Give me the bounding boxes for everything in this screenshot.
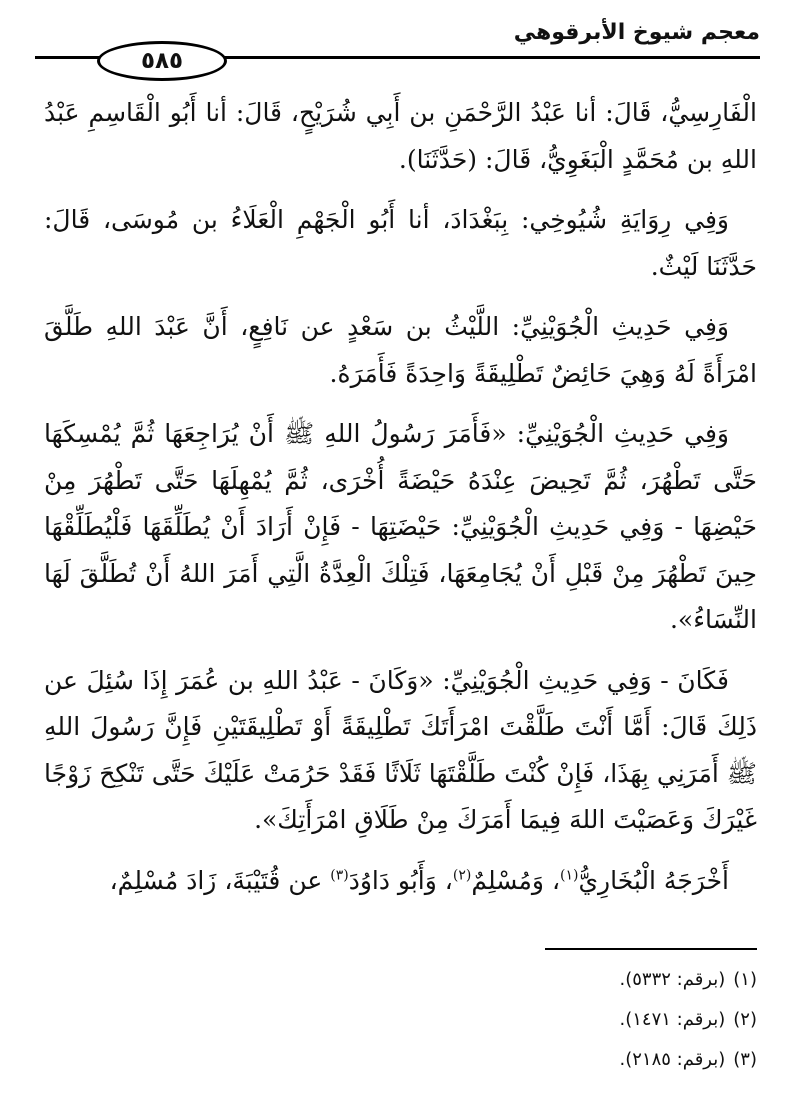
paragraph-6-part-b: ، وَمُسْلِمٌ: [471, 865, 561, 895]
footnote-divider: [545, 948, 757, 950]
paragraph-6-part-a: أَخْرَجَهُ الْبُخَارِيُّ: [578, 865, 729, 895]
paragraph-3: وَفِي حَدِيثِ الْجُوَيْنِيِّ: اللَّيْثُ بن سَعْدٍ عن نَافِعٍ، أَنَّ عَبْدَ اللهِ طَلَّقَ امْرَأَةً لَهُ وَهِيَ حَائِضٌ تَطْلِيقَةً وَاحِدَةً فَأَمَرَهُ.: [44, 312, 757, 388]
footnote-number: (٢): [733, 1009, 757, 1030]
page-header: [35, 18, 760, 84]
paragraph-4: وَفِي حَدِيثِ الْجُوَيْنِيِّ: «فَأَمَرَ رَسُولُ اللهِ ﷺ أَنْ يُرَاجِعَهَا ثُمَّ يُمْسِكَهَا حَتَّى تَطْهُرَ، ثُمَّ تَحِيضَ عِنْدَهُ حَيْضَةً أُخْرَى، ثُمَّ يُمْهِلَهَا حَتَّى تَطْهُرَ مِنْ حَيْضِهَا - وَفِي حَدِيثِ الْجُوَيْنِيِّ: حَيْضَتِهَا - فَإِنْ أَرَادَ أَنْ يُطَلِّقَهَا فَلْيُطَلِّقْهَا حِينَ تَطْهُرَ مِنْ قَبْلِ أَنْ يُجَامِعَهَا، فَتِلْكَ الْعِدَّةُ الَّتِي أَمَرَ اللهُ أَنْ تُطَلَّقَ لَهَا النِّسَاءُ».: [44, 419, 757, 634]
page-number: ٥٨٥: [97, 41, 227, 81]
paragraph-1: الْفَارِسِيُّ، قَالَ: أنا عَبْدُ الرَّحْمَنِ بن أَبِي شُرَيْحٍ، قَالَ: أنا أَبُو الْقَاسِمِ عَبْدُ اللهِ بن مُحَمَّدٍ الْبَغَوِيُّ، قَالَ: (حَدَّثَنَا).: [44, 98, 757, 174]
paragraph-2: وَفِي رِوَايَةِ شُيُوخِي: بِبَغْدَادَ، أنا أَبُو الْجَهْمِ الْعَلَاءُ بن مُوسَى، قَالَ: حَدَّثَنَا لَيْثٌ.: [44, 205, 757, 281]
footnote-text: (برقم: ١٤٧١).: [619, 1009, 726, 1030]
paragraph-5: فَكَانَ - وَفِي حَدِيثِ الْجُوَيْنِيِّ: «وَكَانَ - عَبْدُ اللهِ بن عُمَرَ إِذَا سُئِلَ عن ذَلِكَ قَالَ: أَمَّا أَنْتَ طَلَّقْتَ امْرَأَتَكَ تَطْلِيقَةً أَوْ تَطْلِيقَتَيْنِ فَإِنَّ رَسُولَ اللهِ ﷺ أَمَرَنِي بِهَذَا، فَإِنْ كُنْتَ طَلَّقْتَهَا ثَلَاثًا فَقَدْ حَرُمَتْ عَلَيْكَ حَتَّى تَنْكِحَ زَوْجًا غَيْرَكَ وَعَصَيْتَ اللهَ فِيمَا أَمَرَكَ مِنْ طَلَاقِ امْرَأَتِكَ».: [44, 665, 757, 834]
footnote-ref-3: (٣): [330, 867, 349, 884]
footnote-2: [44, 1000, 757, 1040]
footnote-text: (برقم: ٢١٨٥).: [619, 1049, 726, 1070]
footnote-ref-1: (١): [560, 867, 579, 884]
paragraph-6-part-d: عن قُتَيْبَةَ، زَادَ مُسْلِمٌ،: [109, 865, 331, 895]
paragraph-6: [44, 858, 757, 905]
footnote-number: (٣): [733, 1049, 757, 1070]
book-title: معجم شيوخ الأبرقوهي: [513, 20, 760, 45]
footnote-ref-2: (٢): [452, 867, 472, 884]
footnotes: [44, 960, 757, 1080]
main-text: [44, 90, 757, 918]
footnote-3: [44, 1040, 757, 1080]
footnote-number: (١): [733, 969, 757, 990]
paragraph-6-part-c: ، وَأَبُو دَاوُدَ: [348, 865, 453, 895]
footnote-text: (برقم: ٥٣٣٢).: [619, 969, 726, 990]
footnote-1: [44, 960, 757, 1000]
